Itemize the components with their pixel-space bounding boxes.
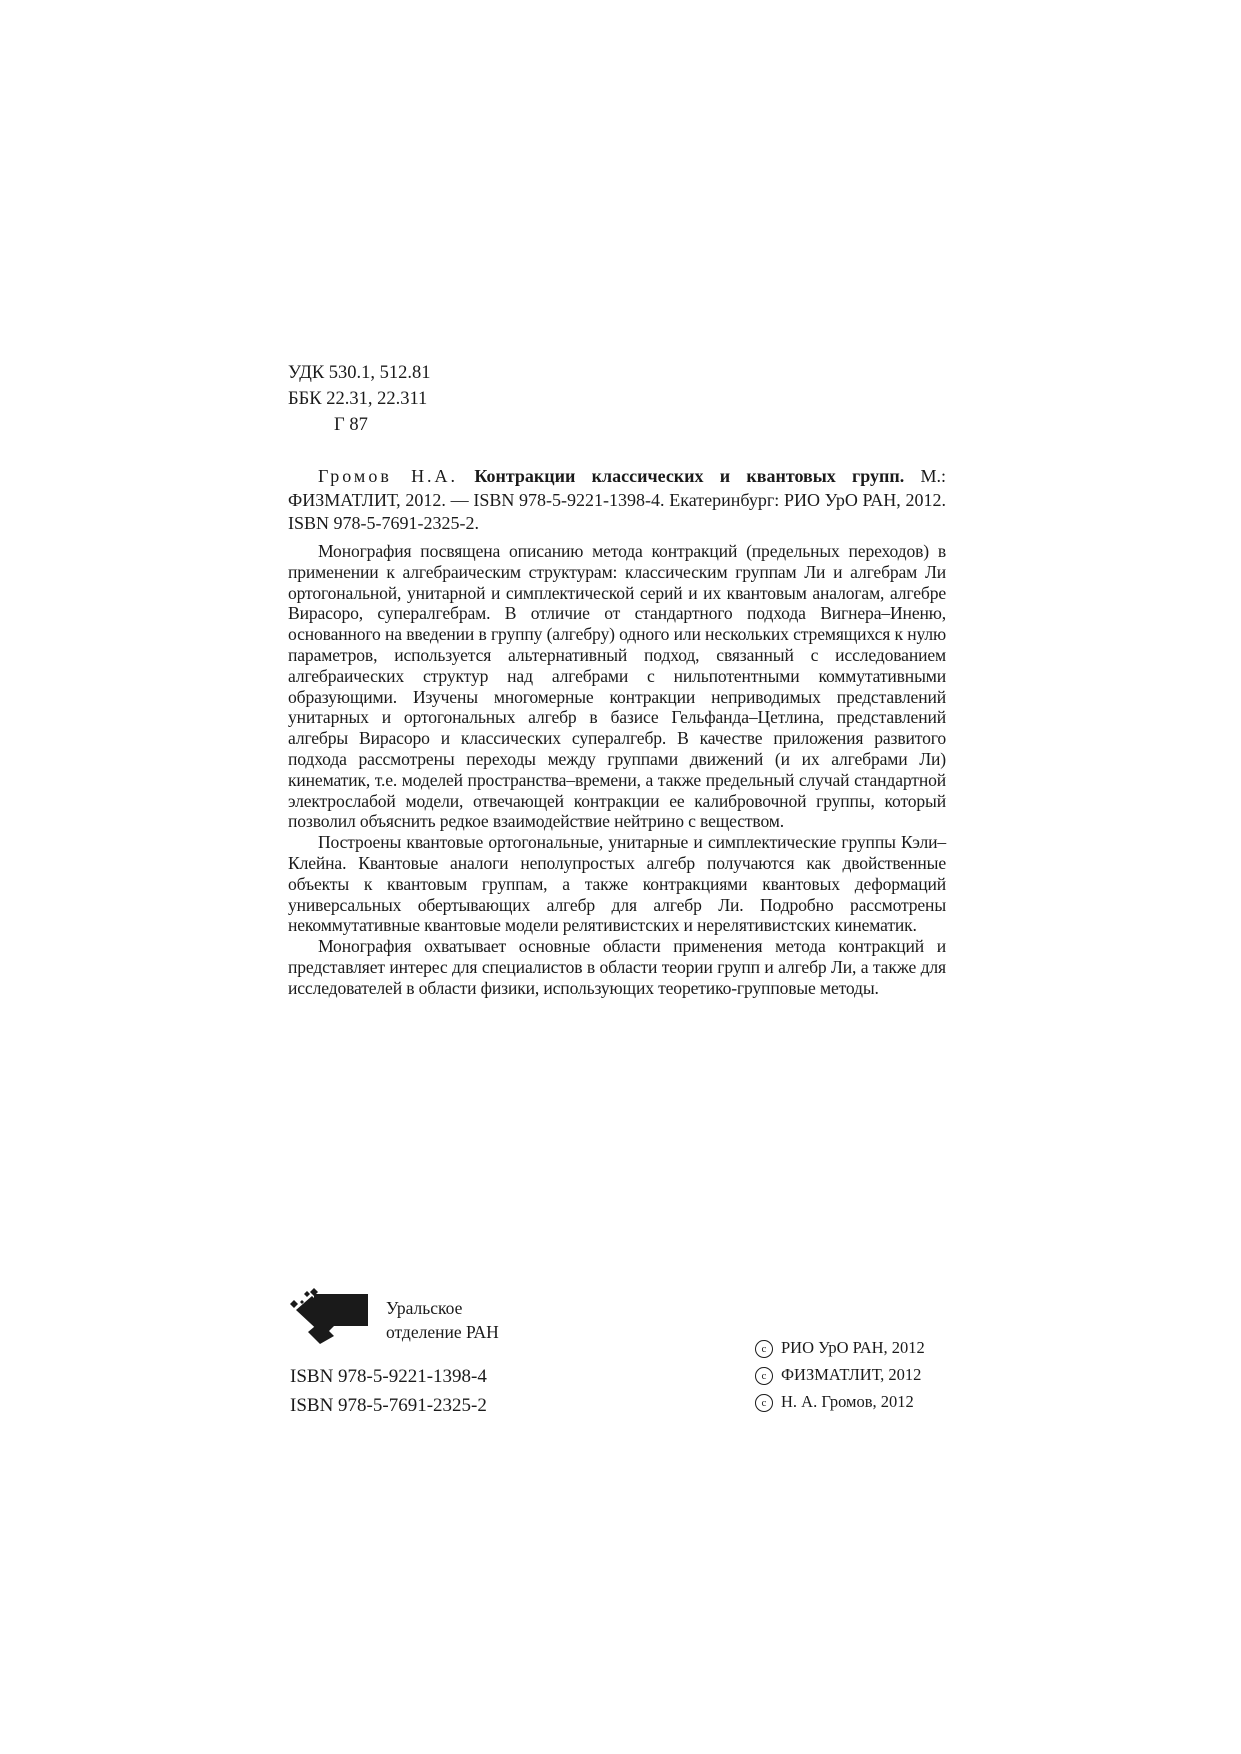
author-mark: Г 87	[334, 415, 368, 435]
citation-author: Громов Н.А.	[318, 466, 459, 486]
isbn-line: ISBN 978-5-9221-1398-4	[290, 1366, 487, 1387]
publisher-logo	[290, 1288, 570, 1348]
publisher-name-line: Уральское	[386, 1298, 463, 1318]
abstract	[288, 541, 946, 999]
isbn-block	[290, 1362, 487, 1420]
citation-publication: М.: ФИЗМАТЛИТ, 2012. — ISBN 978-5-9221-1398-4. Екатеринбург: РИО УрО РАН, 2012. ISBN 978-5-7691-2325-2.	[288, 466, 946, 533]
copyright-line	[755, 1334, 925, 1361]
uro-ran-logo-icon	[290, 1288, 370, 1344]
abstract-paragraph: Построены квантовые ортогональные, унитарные и симплектические группы Кэли–Клейна. Квантовые аналоги неполупростых алгебр получаются как двойственные объекты к квантовым группам, а также контракциями квантовых деформаций универсальных обертывающих алгебр для алгебр Ли. Подробно рассмотрены некоммутативные квантовые модели релятивистских и нерелятивистских кинематик.	[288, 832, 946, 936]
abstract-paragraph: Монография охватывает основные области применения метода контракций и представляет интерес для специалистов в области теории групп и алгебр Ли, а также для исследователей в области физики, использующих теоретико-групповые методы.	[288, 936, 946, 998]
copyright-holder: ФИЗМАТЛИТ, 2012	[781, 1365, 922, 1384]
copyright-holder: РИО УрО РАН, 2012	[781, 1338, 925, 1357]
copyright-icon: c	[755, 1394, 773, 1412]
publisher-name	[386, 1296, 499, 1344]
bbk-code: ББК 22.31, 22.311	[288, 389, 428, 409]
citation-title: Контракции классических и квантовых групп.	[474, 466, 905, 486]
bibliographic-citation	[288, 465, 946, 536]
copyright-line	[755, 1388, 925, 1415]
copyright-holder: Н. А. Громов, 2012	[781, 1392, 914, 1411]
abstract-paragraph: Монография посвящена описанию метода контракций (предельных переходов) в применении к алгебраическим структурам: классическим группам Ли и алгебрам Ли ортогональной, унитарной и симплектической серий и их квантовым аналогам, алгебре Вирасоро, супералгебрам. В отличие от стандартного подхода Вигнера–Иненю, основанного на введении в группу (алгебру) одного или нескольких стремящихся к нулю параметров, используется альтернативный подход, связанный с исследованием алгебраических структур над алгебрами с нильпотентными коммутативными образующими. Изучены многомерные контракции неприводимых представлений унитарных и ортогональных алгебр в базисе Гельфанда–Цетлина, представлений алгебры Вирасоро и классических супералгебр. В качестве приложения развитого подхода рассмотрены переходы между группами движений (и их алгебрами Ли) кинематик, т.е. моделей пространства–времени, а также предельный случай стандартной электрослабой модели, отвечающей контракции ее калибровочной группы, который позволил объяснить редкое взаимодействие нейтрино с веществом.	[288, 541, 946, 832]
publisher-name-line: отделение РАН	[386, 1322, 499, 1342]
udk-code: УДК 530.1, 512.81	[288, 363, 431, 383]
copyright-icon: c	[755, 1340, 773, 1358]
copyright-line	[755, 1361, 925, 1388]
copyright-block	[755, 1334, 925, 1415]
classification-codes	[288, 360, 431, 438]
copyright-icon: c	[755, 1367, 773, 1385]
isbn-line: ISBN 978-5-7691-2325-2	[290, 1395, 487, 1416]
